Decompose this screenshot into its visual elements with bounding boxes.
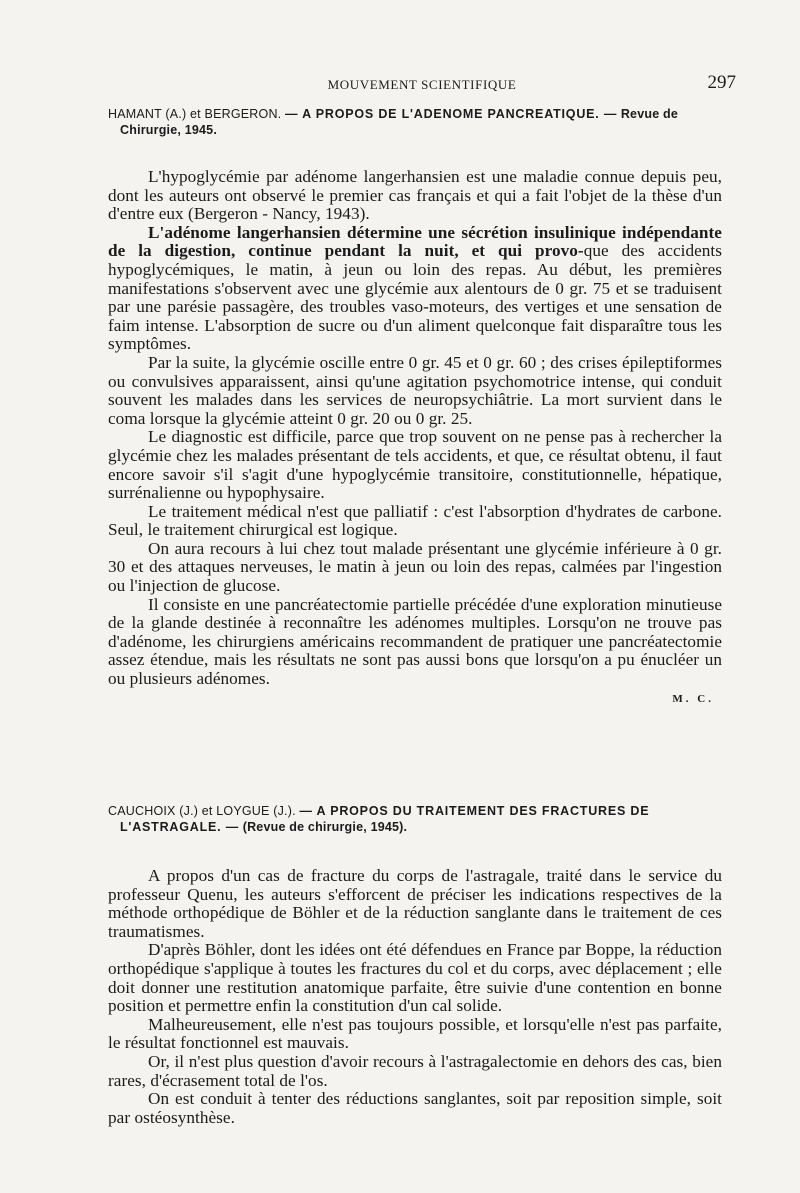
paragraph: Par la suite, la glycémie oscille entre 0 gr. 45 et 0 gr. 60 ; des crises épileptiformes ou convulsives apparaissent, ainsi qu'une agitation psychomotrice intense, qui conduit souvent les malades dans les services de neuropsychiâtrie. La mort survient dans le coma lorsque la glycémie atteint 0 gr. 20 ou 0 gr. 25. [108,352,722,428]
article-title: — A PROPOS DU TRAITEMENT DES FRACTURES DE L'ASTRAGALE. — [120,804,650,834]
article-title: — A PROPOS DE L'ADENOME PANCREATIQUE. — [285,107,618,121]
bold-lead-text: L'adénome langerhansien détermine une sécrétion insulinique indépendante de la digestion, continue pendant la nuit, et qui provo- [108,222,722,261]
article-authors: CAUCHOIX (J.) et LOYGUE (J.). [108,804,296,818]
paragraph-continuation: que des accidents hypoglycémiques, le matin, à jeun ou loin des repas. Au début, les premières manifestations s'observent avec une glycémie aux alentours de 0 gr. 75 et se traduisent par une parésie passagère, des troubles vaso-moteurs, des vertiges et une sensation de faim intense. L'absorption de sucre ou d'un aliment quelconque fait disparaître tous les symptômes. [108,241,722,354]
running-title: MOUVEMENT SCIENTIFIQUE [327,77,517,92]
page-number: 297 [707,72,736,93]
paragraph [108,224,722,354]
paragraph: On est conduit à tenter des réductions sanglantes, soit par reposition simple, soit par ostéosynthèse. [108,1089,722,1127]
article-source: Revue de Chirurgie, 1945. [120,107,679,137]
paragraph: Le diagnostic est difficile, parce que trop souvent on ne pense pas à rechercher la glycémie chez les malades présentant de tels accidents, et que, ce résultat obtenu, il faut encore savoir s'il s'agit d'une hypoglycémie transitoire, constitutionnelle, hépatique, surrénalienne ou hypophysaire. [108,427,722,503]
paragraph: Le traitement médical n'est que palliatif : c'est l'absorption d'hydrates de carbone. Seul, le traitement chirurgical est logique. [108,501,722,540]
article-fractures-astragale [108,803,722,1127]
author-signature: M. C. [672,692,714,705]
article-authors: HAMANT (A.) et BERGERON. [108,107,282,121]
paragraph: Or, il n'est plus question d'avoir recours à l'astragalectomie en dehors des cas, bien rares, d'écrasement total de l'os. [108,1051,722,1090]
paragraph: D'après Böhler, dont les idées ont été défendues en France par Boppe, la réduction orthopédique s'applique à toutes les fractures du col et du corps, avec déplacement ; elle doit donner une restitution anatomique parfaite, être suivie d'une contention en bonne position et permettre enfin la constitution d'un cal solide. [108,940,722,1016]
article-heading [108,803,722,835]
paragraph: L'hypoglycémie par adénome langerhansien est une maladie connue depuis peu, dont les auteurs ont observé le premier cas français et qui a fait l'objet de la thèse d'un d'entre eux (Bergeron - Nancy, 1943). [108,167,722,224]
article-adenome-pancreatique [108,106,722,705]
paragraph: Il consiste en une pancréatectomie partielle précédée d'une exploration minutieuse de la glande destinée à reconnaître les adénomes multiples. Lorsqu'on ne trouve pas d'adénome, les chirurgiens américains recommandent de pratiquer une pancréatectomie assez étendue, mais les résultats ne sont pas aussi bons que lorsqu'on a pu énucléer un ou plusieurs adénomes. [108,594,722,689]
article-source: (Revue de chirurgie, 1945). [242,820,408,834]
paragraph: Malheureusement, elle n'est pas toujours possible, et lorsqu'elle n'est pas parfaite, le résultat fonctionnel est mauvais. [108,1014,722,1053]
article-heading [108,106,722,138]
article-body [108,867,722,1127]
paragraph: A propos d'un cas de fracture du corps de l'astragale, traité dans le service du professeur Quenu, les auteurs s'efforcent de préciser les indications respectives de la méthode orthopédique de Böhler et de la réduction sanglante dans le traitement de ces traumatismes. [108,866,722,941]
article-body [108,168,722,705]
running-header [108,72,736,96]
paragraph: On aura recours à lui chez tout malade présentant une glycémie inférieure à 0 gr. 30 et des attaques nerveuses, le matin à jeun ou loin des repas, calmées par l'ingestion ou l'injection de glucose. [108,538,722,596]
